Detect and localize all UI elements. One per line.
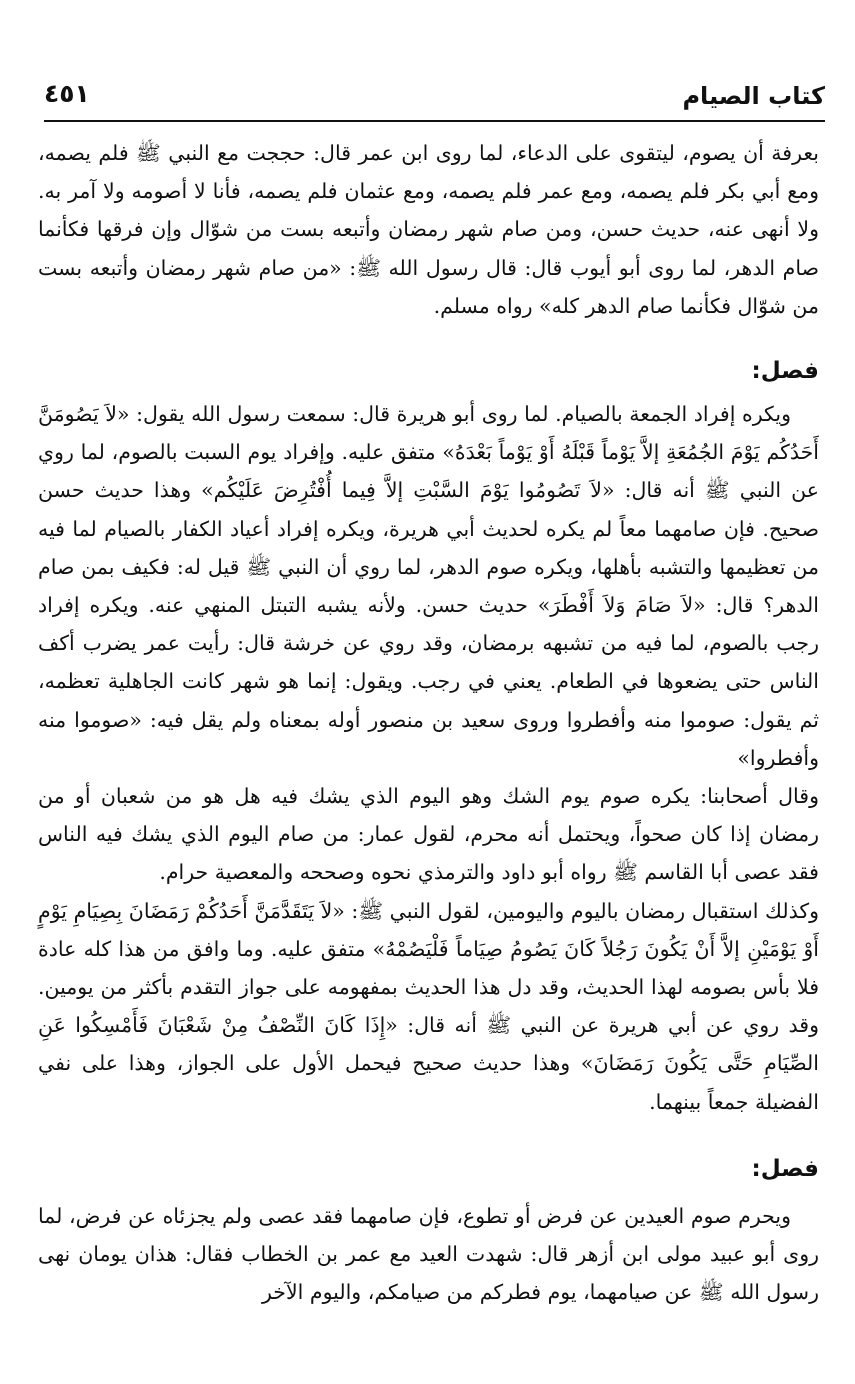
section-heading: فصل: xyxy=(751,1155,819,1182)
page-number: ٤٥١ xyxy=(44,79,90,108)
page-header xyxy=(44,64,825,122)
section-paragraph: ويكره إفراد الجمعة بالصيام. لما روى أبو هريرة قال: سمعت رسول الله يقول: «لاَ يَصُومَنَّ أَحَدُكُم يَوْمَ الجُمُعَةِ إلاَّ يَوْماً قَبْلَهُ أَوْ يَوْماً بَعْدَهُ» متفق عليه. وإفراد يوم السبت بالصوم، لما روي عن النبي ﷺ أنه قال: «لاَ تَصُومُوا يَوْمَ السَّبْتِ إلاَّ فِيما أُفْتُرِضَ عَلَيْكُم» وهذا حديث حسن صحيح. فإن صامهما معاً لم يكره لحديث أبي هريرة، ويكره إفراد أعياد الكفار بالصيام لما فيه من تعظيمها والتشبه بأهلها، ويكره صوم الدهر، لما روي أن النبي ﷺ قيل له: فكيف بمن صام الدهر؟ قال: «لاَ صَامَ وَلاَ أَفْطَرَ» حديث حسن. ولأنه يشبه التبتل المنهي عنه. ويكره إفراد رجب بالصوم، لما فيه من تشبهه برمضان، وقد روي عن خرشة قال: رأيت عمر يضرب أكف الناس حتى يضعوها في الطعام. يعني في رجب. ويقول: إنما هو شهر كانت الجاهلية تعظمه، ثم يقول: صوموا منه وأفطروا وروى سعيد بن منصور أوله بمعناه ولم يقل فيه: «صوموا منه وأفطروا» xyxy=(38,402,819,770)
section-paragraph: ويحرم صوم العيدين عن فرض أو تطوع، فإن صامهما فقد عصى ولم يجزئاه عن فرض، لما روى أبو عبيد مولى ابن أزهر قال: شهدت العيد مع عمر بن الخطاب فقال: هذان يومان نهى رسول الله ﷺ عن صيامهما، يوم فطركم من صيامكم، واليوم الآخر xyxy=(38,1203,819,1305)
page-body xyxy=(38,134,819,1311)
section-paragraph: وكذلك استقبال رمضان باليوم واليومين، لقول النبي ﷺ: «لاَ يَتَقَدَّمَنَّ أَحَدُكُمْ رَمَضَانَ بِصِيَامِ يَوْمٍ أَوْ يَوْمَيْنِ إلاَّ أَنْ يَكُونَ رَجُلاً كَانَ يَصُومُ صِيَاماً فَلْيَصُمْهُ» متفق عليه. وما وافق من هذا كله عادة فلا بأس بصومه لهذا الحديث، وقد دل هذا الحديث بمفهومه على جواز التقدم بأكثر من يومين. وقد روي عن أبي هريرة عن النبي ﷺ أنه قال: «إِذَا كَانَ النِّصْفُ مِنْ شَعْبَانَ فَأَمْسِكُوا عَنِ الصِّيَامِ حَتَّى يَكُونَ رَمَضَانَ» وهذا حديث صحيح فيحمل الأول على الجواز، وهذا على نفي الفضيلة جمعاً بينهما. xyxy=(38,898,819,1114)
section-paragraph: وقال أصحابنا: يكره صوم يوم الشك وهو اليوم الذي يشك فيه هل هو من شعبان أو من رمضان إذا كان صحواً، ويحتمل أنه محرم، لقول عمار: من صام اليوم الذي يشك فيه الناس فقد عصى أبا القاسم ﷺ رواه أبو داود والترمذي نحوه وصححه والمعصية حرام. xyxy=(38,784,819,885)
running-title: كتاب الصيام xyxy=(682,82,825,110)
opening-paragraph: بعرفة أن يصوم، ليتقوى على الدعاء، لما روى ابن عمر قال: حججت مع النبي ﷺ فلم يصمه، ومع أبي بكر فلم يصمه، ومع عمر فلم يصمه، ومع عثمان فلم يصمه، فأنا لا أصومه ولا آمر به. ولا أنهى عنه، حديث حسن، ومن صام شهر رمضان وأتبعه بست من شوّال وإن فرقها فكأنما صام الدهر، لما روى أبو أيوب قال: قال رسول الله ﷺ: «من صام شهر رمضان وأتبعه بست من شوّال فكأنما صام الدهر كله» رواه مسلم. xyxy=(38,141,819,318)
section-heading: فصل: xyxy=(751,358,819,385)
